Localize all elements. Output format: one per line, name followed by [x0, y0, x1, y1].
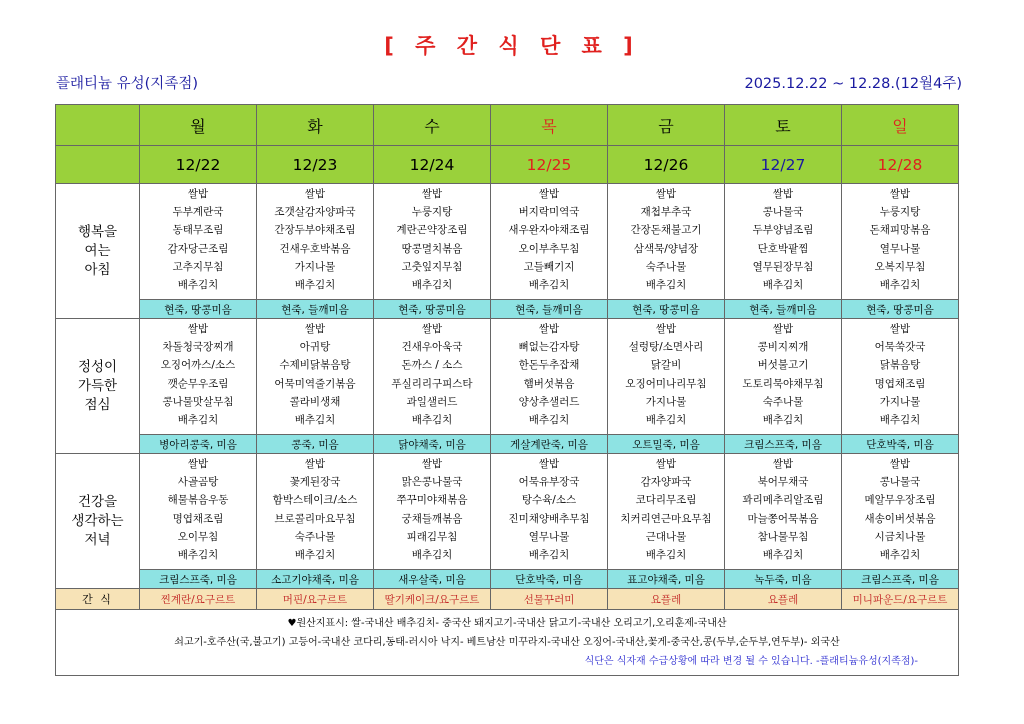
menu-item: 배추김치	[762, 278, 804, 291]
snack-row	[56, 589, 959, 610]
dinner-label-line: 건강을	[77, 493, 118, 510]
menu-item: 오징어미나리무침	[625, 377, 707, 390]
breakfast-tue	[257, 184, 374, 300]
menu-item: 감자양파국	[640, 476, 692, 489]
dinner-fri	[608, 454, 725, 570]
menu-item: 수제비닭볶음탕	[279, 359, 351, 372]
lunch-fri	[608, 319, 725, 435]
menu-item: 숙주나물	[645, 260, 687, 273]
lunch-porridge-row	[56, 435, 959, 454]
lunch-porridge-fri: 오트밀죽, 미음	[608, 435, 725, 454]
menu-item: 오이무침	[177, 530, 219, 543]
date-thu: 12/25	[491, 146, 608, 184]
breakfast-label	[56, 184, 140, 319]
menu-item: 한돈두추잡채	[518, 359, 580, 372]
menu-item: 마늘쫑어묵볶음	[747, 512, 819, 525]
lunch-label-line: 정성이	[77, 358, 118, 375]
day-tue: 화	[257, 105, 374, 146]
breakfast-sat	[725, 184, 842, 300]
origin-line-1: ♥원산지표시: 쌀-국내산 배추김치- 중국산 돼지고기-국내산 닭고기-국내산 오리고기,오리훈제-국내산	[287, 618, 727, 629]
date-header-row	[56, 146, 959, 184]
menu-item: 열무된장무침	[752, 260, 814, 273]
menu-item: 꽈리메추리알조림	[742, 494, 824, 507]
menu-item: 쌀밥	[421, 458, 443, 470]
menu-item: 새우완자야채조림	[508, 224, 590, 237]
menu-item: 가지나물	[294, 260, 336, 273]
breakfast-porridge-wed: 현죽, 땅콩미음	[374, 300, 491, 319]
menu-item: 쌀밥	[187, 188, 209, 200]
dinner-porridge-mon: 크림스프죽, 미음	[140, 570, 257, 589]
breakfast-porridge-fri: 현죽, 땅콩미음	[608, 300, 725, 319]
menu-item: 쌀밥	[538, 458, 560, 470]
menu-item: 두부계란국	[172, 206, 224, 219]
menu-item: 시금치나물	[874, 530, 926, 543]
menu-item: 건새우아욱국	[401, 341, 463, 354]
menu-item: 건새우호박볶음	[279, 242, 351, 255]
menu-item: 닭갈비	[650, 359, 682, 372]
menu-title: [ 주 간 식 단 표 ]	[384, 34, 640, 58]
dinner-wed	[374, 454, 491, 570]
lunch-label-line: 가득한	[77, 377, 118, 394]
breakfast-porridge-mon: 현죽, 땅콩미음	[140, 300, 257, 319]
day-sun: 일	[842, 105, 959, 146]
day-fri: 금	[608, 105, 725, 146]
menu-item: 아귀탕	[299, 341, 331, 354]
menu-item: 쌀밥	[421, 188, 443, 200]
lunch-porridge-tue: 콩죽, 미음	[257, 435, 374, 454]
menu-item: 숙주나물	[762, 395, 804, 408]
menu-item: 배추김치	[411, 413, 453, 426]
menu-item: 배추김치	[294, 548, 336, 561]
snack-thu: 선물꾸러미	[491, 589, 608, 610]
breakfast-porridge-row	[56, 300, 959, 319]
menu-item: 돈까스 / 소스	[401, 359, 463, 372]
breakfast-label-line: 여는	[84, 242, 111, 259]
dinner-tue	[257, 454, 374, 570]
dinner-label-line: 저녁	[84, 531, 111, 548]
breakfast-porridge-tue: 현죽, 들깨미음	[257, 300, 374, 319]
menu-item: 재첩부추국	[640, 206, 692, 219]
date-mon: 12/22	[140, 146, 257, 184]
snack-sun: 미니파운드/요구르트	[842, 589, 959, 610]
change-notice: 식단은 식자재 수급상황에 따라 변경 될 수 있습니다. -플래티늄유성(지족점)-	[584, 656, 918, 667]
lunch-row	[56, 319, 959, 435]
breakfast-porridge-thu: 현죽, 들깨미음	[491, 300, 608, 319]
day-sat: 토	[725, 105, 842, 146]
menu-item: 배추김치	[528, 548, 570, 561]
menu-item: 돈채피망볶음	[869, 224, 931, 237]
menu-item: 탕수육/소스	[521, 494, 577, 507]
dinner-porridge-thu: 단호박죽, 미음	[491, 570, 608, 589]
menu-item: 감자당근조림	[167, 242, 229, 255]
menu-item: 쌀밥	[421, 323, 443, 335]
menu-item: 조갯살감자양파국	[274, 206, 356, 219]
menu-item: 쌀밥	[772, 458, 794, 470]
menu-item: 배추김치	[411, 548, 453, 561]
menu-item: 배추김치	[528, 278, 570, 291]
date-tue: 12/23	[257, 146, 374, 184]
date-sun: 12/28	[842, 146, 959, 184]
menu-item: 설렁탕/소면사리	[628, 341, 704, 354]
menu-item: 콜라비생채	[289, 395, 341, 408]
menu-item: 쌀밥	[655, 323, 677, 335]
menu-item: 쌀밥	[304, 458, 326, 470]
menu-item: 쌀밥	[889, 323, 911, 335]
menu-item: 배추김치	[411, 278, 453, 291]
menu-item: 도토리묵야채무침	[742, 377, 824, 390]
menu-item: 단호박팥찜	[757, 242, 809, 255]
menu-item: 쌀밥	[889, 458, 911, 470]
footer-row	[56, 610, 959, 676]
menu-item: 함박스테이크/소스	[272, 494, 358, 507]
menu-item: 참나물무침	[757, 530, 809, 543]
facility-name: 플래티늄 유성(지족점)	[56, 76, 198, 92]
lunch-label	[56, 319, 140, 454]
dinner-label	[56, 454, 140, 589]
dinner-sun	[842, 454, 959, 570]
day-wed: 수	[374, 105, 491, 146]
menu-item: 쌀밥	[304, 323, 326, 335]
breakfast-row	[56, 184, 959, 300]
menu-item: 열무나물	[528, 530, 570, 543]
dinner-sat	[725, 454, 842, 570]
menu-item: 쌀밥	[187, 323, 209, 335]
lunch-porridge-mon: 병아리콩죽, 미음	[140, 435, 257, 454]
lunch-porridge-sun: 단호박죽, 미음	[842, 435, 959, 454]
menu-item: 배추김치	[879, 548, 921, 561]
menu-item: 배추김치	[645, 548, 687, 561]
menu-item: 배추김치	[528, 413, 570, 426]
menu-item: 동태무조림	[172, 224, 224, 237]
lunch-porridge-thu: 게살계란죽, 미음	[491, 435, 608, 454]
menu-item: 누룽지탕	[411, 206, 453, 219]
menu-item: 삼색묵/양념장	[633, 242, 699, 255]
menu-item: 어묵쑥갓국	[874, 341, 926, 354]
breakfast-porridge-sat: 현죽, 들깨미음	[725, 300, 842, 319]
breakfast-fri	[608, 184, 725, 300]
menu-item: 열무나물	[879, 242, 921, 255]
header-corner	[56, 105, 140, 146]
dinner-row	[56, 454, 959, 570]
breakfast-label-line: 행복을	[77, 223, 118, 240]
dinner-label-line: 생각하는	[71, 512, 124, 529]
breakfast-wed	[374, 184, 491, 300]
menu-item: 쌀밥	[772, 188, 794, 200]
menu-item: 가지나물	[879, 395, 921, 408]
dinner-porridge-sun: 크림스프죽, 미음	[842, 570, 959, 589]
menu-item: 고들빼기지	[523, 260, 575, 273]
dinner-porridge-fri: 표고야채죽, 미음	[608, 570, 725, 589]
menu-item: 배추김치	[762, 413, 804, 426]
menu-item: 맑은콩나물국	[401, 476, 463, 489]
menu-item: 뼈없는감자탕	[518, 341, 580, 354]
lunch-label-line: 점심	[84, 396, 111, 413]
menu-item: 배추김치	[879, 413, 921, 426]
menu-item: 사골곰탕	[177, 476, 219, 489]
menu-item: 배추김치	[645, 413, 687, 426]
menu-item: 배추김치	[177, 548, 219, 561]
lunch-porridge-wed: 닭야채죽, 미음	[374, 435, 491, 454]
date-sat: 12/27	[725, 146, 842, 184]
snack-tue: 머핀/요구르트	[257, 589, 374, 610]
menu-item: 간장두부야채조림	[274, 224, 356, 237]
menu-item: 콩비지찌개	[757, 341, 809, 354]
menu-item: 쌀밥	[772, 323, 794, 335]
breakfast-sun	[842, 184, 959, 300]
date-fri: 12/26	[608, 146, 725, 184]
breakfast-porridge-sun: 현죽, 땅콩미음	[842, 300, 959, 319]
lunch-wed	[374, 319, 491, 435]
menu-item: 오복지무침	[874, 260, 926, 273]
menu-item: 양상추샐러드	[518, 395, 580, 408]
dinner-porridge-sat: 녹두죽, 미음	[725, 570, 842, 589]
menu-item: 명엽채조림	[874, 377, 926, 390]
menu-item: 버지락미역국	[518, 206, 580, 219]
menu-item: 배추김치	[294, 413, 336, 426]
menu-item: 과일샐러드	[406, 395, 458, 408]
menu-item: 쌀밥	[538, 188, 560, 200]
lunch-sun	[842, 319, 959, 435]
dinner-mon	[140, 454, 257, 570]
menu-item: 치커리연근마요무침	[620, 512, 712, 525]
breakfast-mon	[140, 184, 257, 300]
menu-item: 쌀밥	[655, 188, 677, 200]
menu-item: 어묵미역줄기볶음	[274, 377, 356, 390]
day-thu: 목	[491, 105, 608, 146]
menu-item: 명엽채조림	[172, 512, 224, 525]
menu-item: 숙주나물	[294, 530, 336, 543]
menu-item: 깻순무우조림	[167, 377, 229, 390]
dinner-porridge-row	[56, 570, 959, 589]
origin-notice	[56, 610, 959, 676]
lunch-sat	[725, 319, 842, 435]
lunch-thu	[491, 319, 608, 435]
origin-line-2: 쇠고기-호주산(국,불고기) 고등어-국내산 코다리,동태-러시아 낙지- 베트남산 미꾸라지-국내산 오징어-국내산,꽃게-중국산,콩(두부,순두부,연두부)- 외국산	[174, 637, 840, 648]
menu-item: 배추김치	[645, 278, 687, 291]
menu-item: 근대나물	[645, 530, 687, 543]
snack-sat: 요플레	[725, 589, 842, 610]
menu-item: 땅콩멸치볶음	[401, 242, 463, 255]
weekday-header-row	[56, 105, 959, 146]
breakfast-label-line: 아침	[84, 261, 111, 278]
menu-item: 피래김무침	[406, 530, 458, 543]
menu-item: 콩나물맛살무침	[162, 395, 234, 408]
breakfast-thu	[491, 184, 608, 300]
menu-item: 쭈꾸미야채볶음	[396, 494, 468, 507]
menu-item: 배추김치	[177, 278, 219, 291]
menu-item: 오이부추무침	[518, 242, 580, 255]
menu-item: 배추김치	[879, 278, 921, 291]
menu-item: 누룽지탕	[879, 206, 921, 219]
menu-item: 쌀밥	[655, 458, 677, 470]
menu-item: 새송이버섯볶음	[864, 512, 936, 525]
menu-item: 코다리무조림	[635, 494, 697, 507]
menu-item: 쌀밥	[889, 188, 911, 200]
menu-item: 햄버섯볶음	[523, 377, 575, 390]
menu-item: 계란곤약장조림	[396, 224, 468, 237]
menu-item: 버섯불고기	[757, 359, 809, 372]
menu-item: 고춧잎지무침	[401, 260, 463, 273]
snack-fri: 요플레	[608, 589, 725, 610]
weekly-menu-table	[55, 104, 959, 676]
snack-mon: 찐계란/요구르트	[140, 589, 257, 610]
menu-item: 푸실리리구피스타	[391, 377, 473, 390]
date-wed: 12/24	[374, 146, 491, 184]
menu-item: 북어무채국	[757, 476, 809, 489]
snack-label: 간 식	[56, 589, 140, 610]
menu-item: 오징어까스/소스	[160, 359, 236, 372]
menu-item: 닭볶음탕	[879, 359, 921, 372]
menu-item: 브로콜리마요무침	[274, 512, 356, 525]
lunch-porridge-sat: 크림스프죽, 미음	[725, 435, 842, 454]
menu-item: 어묵유부장국	[518, 476, 580, 489]
menu-item: 간장돈채불고기	[630, 224, 702, 237]
day-mon: 월	[140, 105, 257, 146]
menu-item: 진미채양배추무침	[508, 512, 590, 525]
menu-item: 콩나물국	[879, 476, 921, 489]
menu-item: 쌀밥	[304, 188, 326, 200]
lunch-mon	[140, 319, 257, 435]
menu-item: 배추김치	[177, 413, 219, 426]
menu-item: 쌀밥	[538, 323, 560, 335]
dinner-porridge-tue: 소고기야채죽, 미음	[257, 570, 374, 589]
menu-item: 가지나물	[645, 395, 687, 408]
lunch-tue	[257, 319, 374, 435]
menu-item: 고추지무침	[172, 260, 224, 273]
menu-item: 궁채들깨볶음	[401, 512, 463, 525]
menu-item: 해물볶음우동	[167, 494, 229, 507]
menu-item: 차돌청국장찌개	[162, 341, 234, 354]
dinner-thu	[491, 454, 608, 570]
menu-item: 메알무우장조림	[864, 494, 936, 507]
menu-item: 두부양념조림	[752, 224, 814, 237]
menu-period: 2025.12.22 ~ 12.28.(12월4주)	[744, 76, 962, 92]
date-corner	[56, 146, 140, 184]
menu-item: 배추김치	[294, 278, 336, 291]
menu-item: 쌀밥	[187, 458, 209, 470]
dinner-porridge-wed: 새우살죽, 미음	[374, 570, 491, 589]
menu-item: 콩나물국	[762, 206, 804, 219]
snack-wed: 딸기케이크/요구르트	[374, 589, 491, 610]
menu-item: 꽃게된장국	[289, 476, 341, 489]
menu-item: 배추김치	[762, 548, 804, 561]
